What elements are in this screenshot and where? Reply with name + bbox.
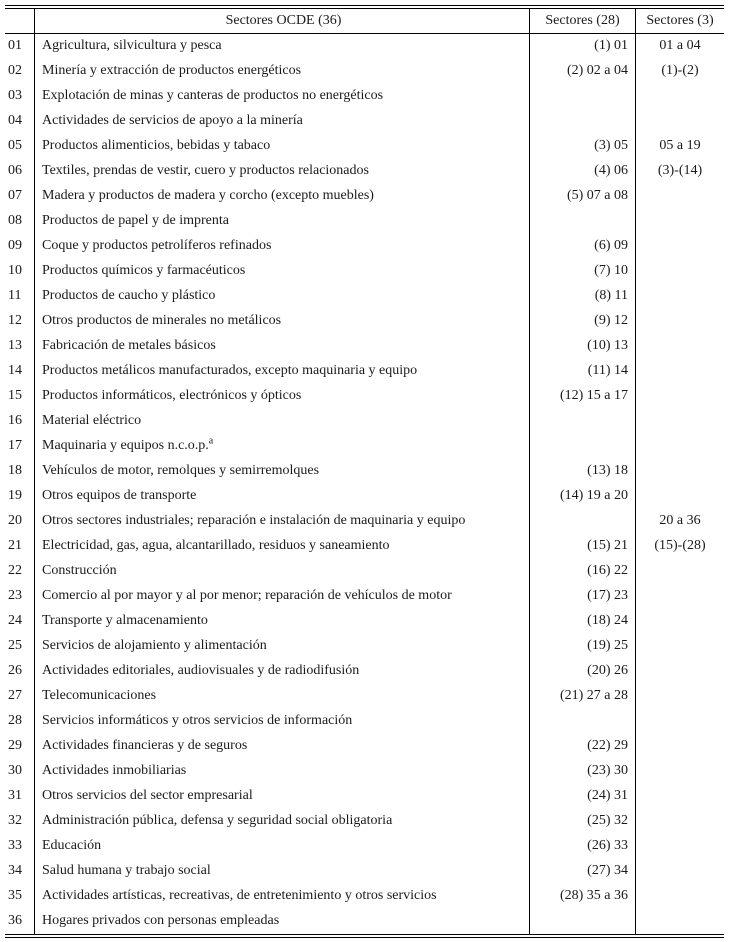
table-row — [5, 559, 724, 584]
sector-name: Otros servicios del sector empresarial — [42, 788, 253, 804]
sectores-28-value: (11) 14 — [530, 359, 636, 384]
sectores-3-value: (1)-(2) — [636, 59, 725, 84]
header-row-number — [5, 9, 35, 34]
sectores-28-value: (8) 11 — [530, 284, 636, 309]
sectores-28-value: (12) 15 a 17 — [530, 384, 636, 409]
sectores-28-value: (4) 06 — [530, 159, 636, 184]
sector-name: Minería y extracción de productos energéticos — [42, 63, 302, 79]
sectores-3-value — [636, 859, 725, 884]
sectores-28-value: (10) 13 — [530, 334, 636, 359]
sectores-3-value — [636, 834, 725, 859]
sectores-3-value — [636, 584, 725, 609]
table-body — [5, 34, 724, 935]
sectores-28-value: (24) 31 — [530, 784, 636, 809]
sectores-28-value: (28) 35 a 36 — [530, 884, 636, 909]
sectores-28-value: (7) 10 — [530, 259, 636, 284]
sectores-3-value — [636, 209, 725, 234]
table-row — [5, 509, 724, 534]
sector-name: Hogares privados con personas empleadas — [42, 913, 280, 929]
table-row — [5, 209, 724, 234]
table-row — [5, 609, 724, 634]
sectores-28-value: (25) 32 — [530, 809, 636, 834]
sectores-28-value: (5) 07 a 08 — [530, 184, 636, 209]
sectores-3-value — [636, 309, 725, 334]
sector-name: Maquinaria y equipos n.c.o.p.$^a$ — [42, 435, 214, 454]
row-number: 28 — [5, 709, 35, 734]
row-number: 30 — [5, 759, 35, 784]
row-number: 31 — [5, 784, 35, 809]
sector-concordance-table — [5, 8, 724, 935]
table-row — [5, 159, 724, 184]
sector-name: Otros sectores industriales; reparación e instalación de maquinaria y equipo — [42, 513, 466, 529]
row-number: 08 — [5, 209, 35, 234]
row-number: 33 — [5, 834, 35, 859]
row-number: 32 — [5, 809, 35, 834]
sector-name: Fabricación de metales básicos — [42, 338, 216, 354]
sectores-28-value: (20) 26 — [530, 659, 636, 684]
row-number: 18 — [5, 459, 35, 484]
sectores-3-value — [636, 909, 725, 935]
table-row — [5, 784, 724, 809]
sectores-3-value: 01 a 04 — [636, 34, 725, 60]
sectores-28-value: (13) 18 — [530, 459, 636, 484]
row-number: 35 — [5, 884, 35, 909]
row-number: 07 — [5, 184, 35, 209]
row-number: 25 — [5, 634, 35, 659]
sectores-3-value — [636, 734, 725, 759]
sectores-3-value — [636, 634, 725, 659]
table-row — [5, 584, 724, 609]
table-row — [5, 384, 724, 409]
sector-name: Actividades financieras y de seguros — [42, 738, 248, 754]
table-row — [5, 409, 724, 434]
row-number: 24 — [5, 609, 35, 634]
table-row — [5, 59, 724, 84]
table-header — [5, 9, 724, 34]
sectores-28-value: (9) 12 — [530, 309, 636, 334]
sector-name: Servicios informáticos y otros servicios de información — [42, 713, 353, 729]
sectores-3-value: (3)-(14) — [636, 159, 725, 184]
sectores-3-value — [636, 809, 725, 834]
sectores-28-value: (15) 21 — [530, 534, 636, 559]
sectores-3-value — [636, 409, 725, 434]
table-row — [5, 859, 724, 884]
row-number: 11 — [5, 284, 35, 309]
sectores-3-value — [636, 684, 725, 709]
sector-name: Vehículos de motor, remolques y semirremolques — [42, 463, 320, 479]
sector-name: Textiles, prendas de vestir, cuero y productos relacionados — [42, 163, 369, 179]
table-row — [5, 109, 724, 134]
row-number: 02 — [5, 59, 35, 84]
row-number: 27 — [5, 684, 35, 709]
table-row — [5, 759, 724, 784]
sectores-28-value: (26) 33 — [530, 834, 636, 859]
table-outer-rule — [5, 5, 724, 938]
header-sectores-ocde: Sectores OCDE (36) — [225, 12, 342, 28]
row-number: 16 — [5, 409, 35, 434]
sectores-28-value: (3) 05 — [530, 134, 636, 159]
row-number: 04 — [5, 109, 35, 134]
table-row — [5, 459, 724, 484]
table-row — [5, 434, 724, 459]
sectores-3-value — [636, 434, 725, 459]
sector-name: Material eléctrico — [42, 413, 142, 429]
sectores-28-value — [530, 409, 636, 434]
table-row — [5, 659, 724, 684]
table-row — [5, 34, 724, 60]
sectores-3-value — [636, 484, 725, 509]
row-number: 13 — [5, 334, 35, 359]
sectores-28-value: (19) 25 — [530, 634, 636, 659]
table-row — [5, 484, 724, 509]
sectores-28-value: (21) 27 a 28 — [530, 684, 636, 709]
row-number: 12 — [5, 309, 35, 334]
sector-name: Productos de papel y de imprenta — [42, 213, 230, 229]
row-number: 05 — [5, 134, 35, 159]
sector-name: Telecomunicaciones — [42, 688, 157, 704]
sectores-28-value: (23) 30 — [530, 759, 636, 784]
row-number: 15 — [5, 384, 35, 409]
row-number: 23 — [5, 584, 35, 609]
sector-name: Explotación de minas y canteras de productos no energéticos — [42, 88, 384, 104]
sectores-3-value: (15)-(28) — [636, 534, 725, 559]
row-number: 10 — [5, 259, 35, 284]
sectores-28-value: (18) 24 — [530, 609, 636, 634]
row-number: 06 — [5, 159, 35, 184]
sectores-3-value — [636, 609, 725, 634]
table-row — [5, 809, 724, 834]
table-row — [5, 134, 724, 159]
row-number: 22 — [5, 559, 35, 584]
table-row — [5, 184, 724, 209]
sector-name: Educación — [42, 838, 102, 854]
row-number: 03 — [5, 84, 35, 109]
sector-name: Transporte y almacenamiento — [42, 613, 208, 629]
sector-name: Productos informáticos, electrónicos y ópticos — [42, 388, 302, 404]
sectores-28-value — [530, 84, 636, 109]
sector-name: Construcción — [42, 563, 117, 579]
table-row — [5, 884, 724, 909]
sector-name: Productos químicos y farmacéuticos — [42, 263, 246, 279]
table-row — [5, 84, 724, 109]
header-sectores-28: Sectores (28) — [530, 9, 636, 34]
sectores-28-value: (17) 23 — [530, 584, 636, 609]
row-number: 26 — [5, 659, 35, 684]
sectores-28-value — [530, 509, 636, 534]
sectores-28-value — [530, 709, 636, 734]
table-row — [5, 359, 724, 384]
row-number: 34 — [5, 859, 35, 884]
sectores-28-value — [530, 109, 636, 134]
sector-name: Productos alimenticios, bebidas y tabaco — [42, 138, 271, 154]
sectores-28-value: (27) 34 — [530, 859, 636, 884]
sectores-3-value: 20 a 36 — [636, 509, 725, 534]
sectores-3-value — [636, 84, 725, 109]
sectores-3-value — [636, 709, 725, 734]
sectores-28-value: (22) 29 — [530, 734, 636, 759]
sectores-28-value — [530, 434, 636, 459]
sector-name: Administración pública, defensa y seguridad social obligatoria — [42, 813, 393, 829]
sector-name: Servicios de alojamiento y alimentación — [42, 638, 267, 654]
sectores-3-value: 05 a 19 — [636, 134, 725, 159]
sector-name: Electricidad, gas, agua, alcantarillado, residuos y saneamiento — [42, 538, 390, 554]
table-row — [5, 334, 724, 359]
row-number: 36 — [5, 909, 35, 935]
row-number: 21 — [5, 534, 35, 559]
sectores-28-value — [530, 909, 636, 935]
sectores-3-value — [636, 459, 725, 484]
sector-name: Agricultura, silvicultura y pesca — [42, 38, 222, 54]
row-number: 29 — [5, 734, 35, 759]
sectores-3-value — [636, 359, 725, 384]
table-row — [5, 234, 724, 259]
table-row — [5, 534, 724, 559]
header-sectores-3: Sectores (3) — [636, 9, 725, 34]
sectores-3-value — [636, 384, 725, 409]
sectores-3-value — [636, 184, 725, 209]
sectores-3-value — [636, 884, 725, 909]
sector-name: Comercio al por mayor y al por menor; reparación de vehículos de motor — [42, 588, 452, 604]
sectores-28-value: (2) 02 a 04 — [530, 59, 636, 84]
sector-name: Productos de caucho y plástico — [42, 288, 216, 304]
header-row — [5, 9, 724, 34]
sector-name: Salud humana y trabajo social — [42, 863, 211, 879]
sectores-3-value — [636, 259, 725, 284]
sector-name: Otros productos de minerales no metálicos — [42, 313, 282, 329]
sector-name: Productos metálicos manufacturados, excepto maquinaria y equipo — [42, 363, 418, 379]
sector-name: Coque y productos petrolíferos refinados — [42, 238, 272, 254]
sectores-28-value: (16) 22 — [530, 559, 636, 584]
table-row — [5, 259, 724, 284]
sector-name: Otros equipos de transporte — [42, 488, 197, 504]
table-row — [5, 734, 724, 759]
sectores-3-value — [636, 109, 725, 134]
table-row — [5, 709, 724, 734]
table-row — [5, 284, 724, 309]
row-number: 01 — [5, 34, 35, 60]
sectores-28-value — [530, 209, 636, 234]
table-row — [5, 909, 724, 935]
table-row — [5, 634, 724, 659]
table-row — [5, 309, 724, 334]
sectores-28-value: (1) 01 — [530, 34, 636, 60]
sector-name: Actividades editoriales, audiovisuales y de radiodifusión — [42, 663, 360, 679]
sector-name: Madera y productos de madera y corcho (excepto muebles) — [42, 188, 374, 204]
sectores-3-value — [636, 784, 725, 809]
sector-name: Actividades de servicios de apoyo a la minería — [42, 113, 303, 129]
sectores-3-value — [636, 284, 725, 309]
sectores-28-value: (6) 09 — [530, 234, 636, 259]
row-number: 09 — [5, 234, 35, 259]
sectores-3-value — [636, 334, 725, 359]
table-row — [5, 834, 724, 859]
row-number: 20 — [5, 509, 35, 534]
footnote-marker: a — [208, 435, 214, 447]
row-number: 14 — [5, 359, 35, 384]
sectores-3-value — [636, 659, 725, 684]
sectores-3-value — [636, 559, 725, 584]
sector-name: Actividades inmobiliarias — [42, 763, 187, 779]
row-number: 19 — [5, 484, 35, 509]
sectores-3-value — [636, 234, 725, 259]
sector-name: Actividades artísticas, recreativas, de entretenimiento y otros servicios — [42, 888, 437, 904]
sectores-28-value: (14) 19 a 20 — [530, 484, 636, 509]
table-row — [5, 684, 724, 709]
row-number: 17 — [5, 434, 35, 459]
sectores-3-value — [636, 759, 725, 784]
